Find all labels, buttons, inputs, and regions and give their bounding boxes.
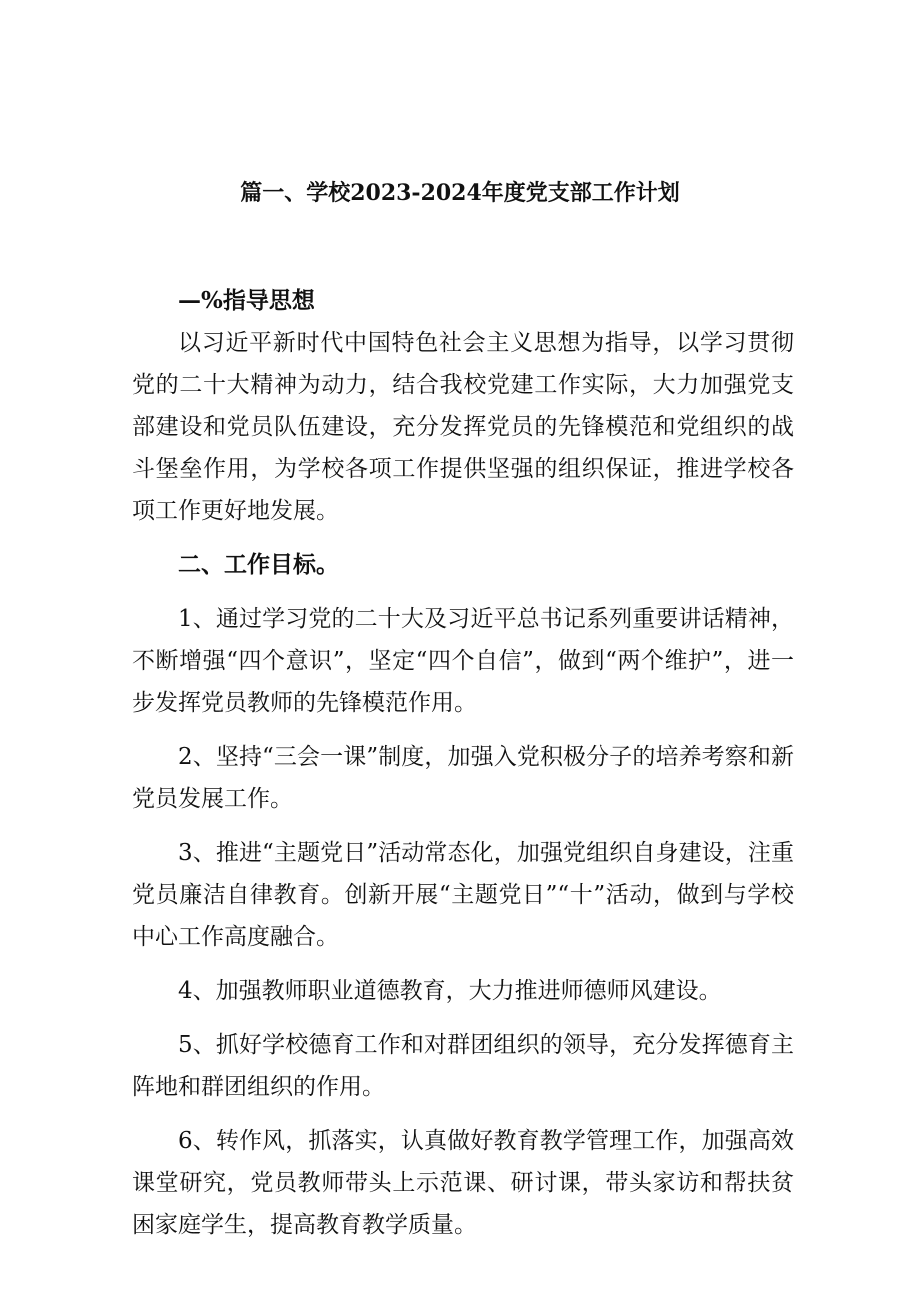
- list-item: 5、抓好学校德育工作和对群团组织的领导，充分发挥德育主阵地和群团组织的作用。: [132, 1032, 794, 1100]
- section-heading-guiding-ideology: —%指导思想: [178, 287, 315, 314]
- list-item: 4、加强教师职业道德教育，大力推进师德师风建设。: [178, 978, 722, 1004]
- section-heading-work-goals: 二、工作目标。: [178, 551, 339, 578]
- document-body: [132, 280, 794, 1246]
- list-item: 3、推进“主题党日”活动常态化，加强党组织自身建设，注重党员廉洁自律教育。创新开展“主题党日”“十”活动，做到与学校中心工作高度融合。: [132, 840, 794, 950]
- list-item: 2、坚持“三会一课”制度，加强入党积极分子的培养考察和新党员发展工作。: [132, 744, 794, 812]
- document-title: 篇一、学校2023-2024年度党支部工作计划: [240, 180, 680, 206]
- list-item: 1、通过学习党的二十大及习近平总书记系列重要讲话精神，不断增强“四个意识”，坚定“四个自信”，做到“两个维护”，进一步发挥党员教师的先锋模范作用。: [132, 606, 794, 716]
- list-item: 6、转作风，抓落实，认真做好教育教学管理工作，加强高效课堂研究，党员教师带头上示范课、研讨课，带头家访和帮扶贫困家庭学生，提高教育教学质量。: [132, 1128, 794, 1238]
- section-paragraph-guiding-ideology: 以习近平新时代中国特色社会主义思想为指导，以学习贯彻党的二十大精神为动力，结合我校党建工作实际，大力加强党支部建设和党员队伍建设，充分发挥党员的先锋模范和党组织的战斗堡垒作用，为学校各项工作提供坚强的组织保证，推进学校各项工作更好地发展。: [132, 330, 794, 524]
